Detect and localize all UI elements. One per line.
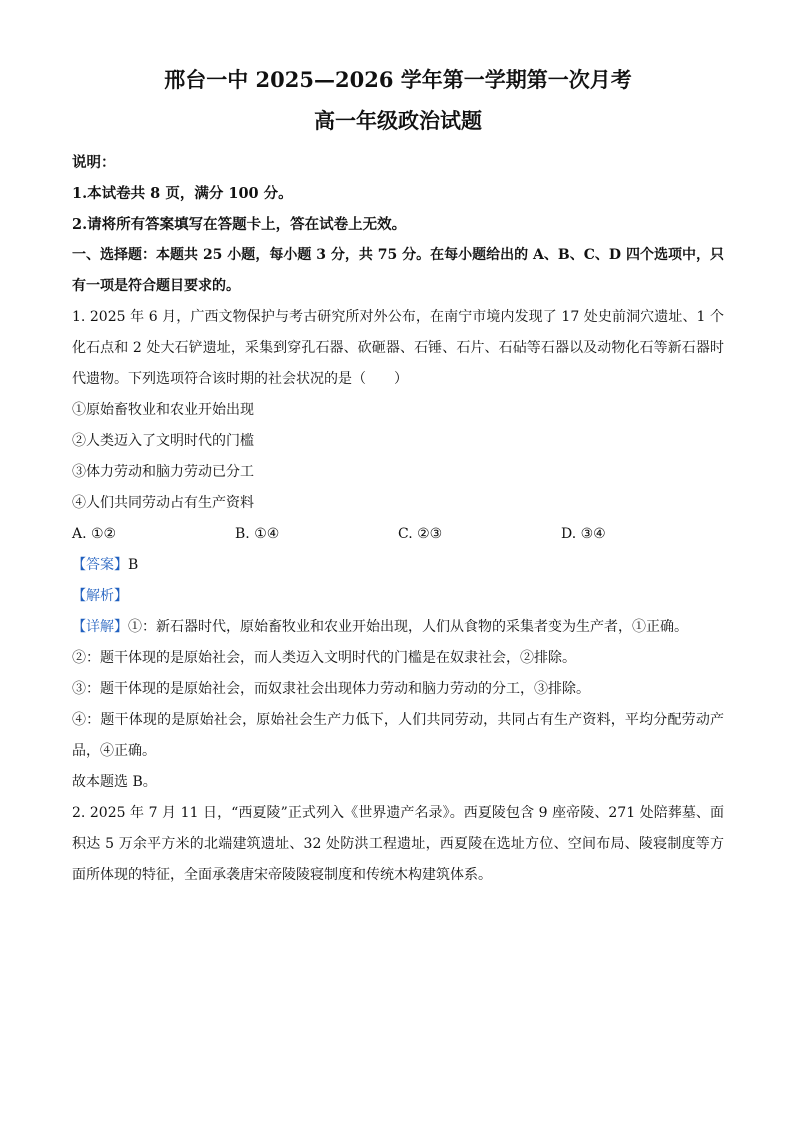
question-1-statement: ③体力劳动和脑力劳动已分工 (72, 464, 254, 480)
question-1-statement: ②人类迈入了文明时代的门槛 (72, 433, 254, 449)
answer-tag: 【答案】 (72, 557, 128, 573)
option-d: D. ③④ (561, 526, 606, 542)
answer-line (72, 550, 724, 581)
question-1-statement: ①原始畜牧业和农业开始出现 (72, 402, 254, 418)
exam-title: 邢台一中 2025—2026 学年第一学期第一次月考 (164, 67, 632, 92)
exam-subtitle: 高一年级政治试题 (314, 108, 482, 133)
detail-tag: 【详解】 (72, 619, 128, 635)
conclusion-line: 故本题选 B。 (72, 774, 157, 790)
detail-line-1 (72, 612, 724, 643)
detail-line-4: ④：题干体现的是原始社会，原始社会生产力低下，人们共同劳动，共同占有生产资料，平均分配劳动产品，④正确。 (72, 712, 724, 759)
detail-line-2: ②：题干体现的是原始社会，而人类迈入文明时代的门槛是在奴隶社会，②排除。 (72, 650, 576, 666)
section-heading: 一、选择题：本题共 25 小题，每小题 3 分，共 75 分。在每小题给出的 A、B、C、D 四个选项中，只有一项是符合题目要求的。 (72, 247, 724, 294)
question-1-statement: ④人们共同劳动占有生产资料 (72, 495, 254, 511)
question-1-options (72, 519, 724, 550)
instruction-item-2: 2.请将所有答案填写在答题卡上，答在试卷上无效。 (72, 216, 407, 233)
detail-line-3: ③：题干体现的是原始社会，而奴隶社会出现体力劳动和脑力劳动的分工，③排除。 (72, 681, 590, 697)
answer-value: B (128, 557, 139, 573)
question-2-stem: 2. 2025 年 7 月 11 日，“西夏陵”正式列入《世界遗产名录》。西夏陵包含 9 座帝陵、271 处陪葬墓、面积达 5 万余平方米的北端建筑遗址、32 处防洪工程遗址，西夏陵在选址方位、空间布局、陵寝制度等方面所体现的特征，全面承袭唐宋帝陵陵寝制度和传统木构建筑体系。 (72, 805, 724, 883)
option-a: A. ①② (72, 526, 117, 542)
instruction-item-1: 1.本试卷共 8 页，满分 100 分。 (72, 185, 293, 202)
question-1-stem: 1. 2025 年 6 月，广西文物保护与考古研究所对外公布，在南宁市境内发现了 17 处史前洞穴遗址、1 个化石点和 2 处大石铲遗址，采集到穿孔石器、砍砸器、石锤、石片、石砧等石器以及动物化石等新石器时代遗物。下列选项符合该时期的社会状况的是（ ） (72, 309, 724, 387)
analysis-tag: 【解析】 (72, 588, 128, 604)
detail-text-1: ①：新石器时代，原始畜牧业和农业开始出现，人们从食物的采集者变为生产者，①正确。 (128, 619, 688, 635)
analysis-line (72, 581, 724, 612)
option-c: C. ②③ (398, 526, 443, 542)
instructions-label: 说明： (72, 154, 116, 171)
option-b: B. ①④ (235, 526, 280, 542)
exam-page (72, 66, 724, 891)
